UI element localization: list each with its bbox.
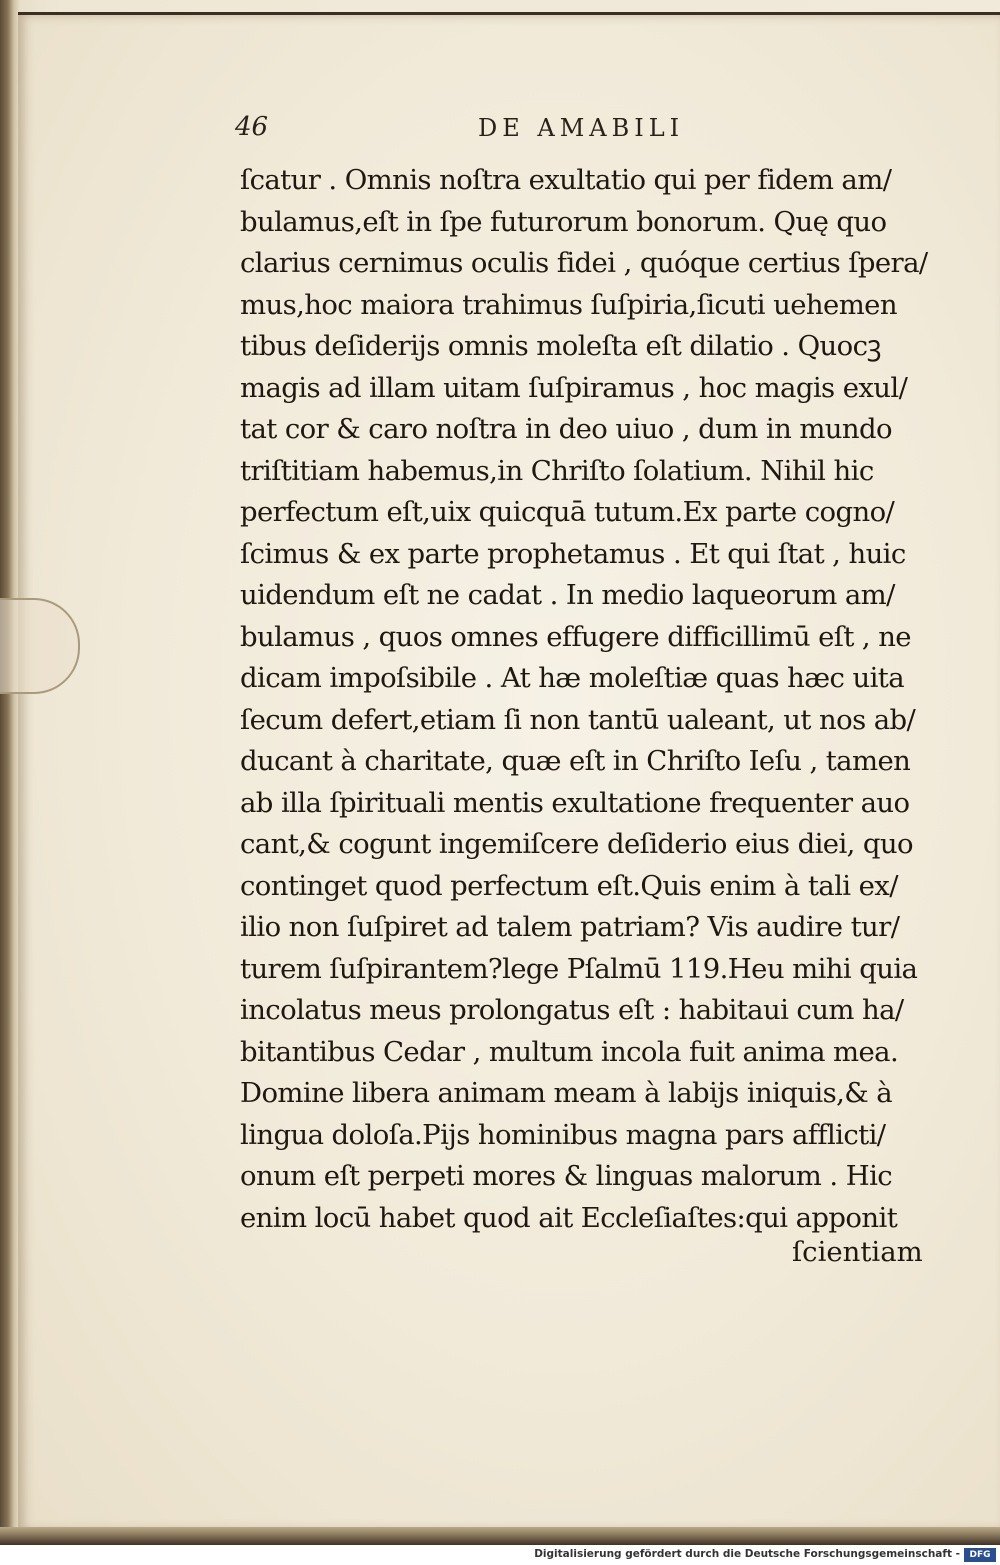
text-line: perfectum eſt,uix quicquā tutum.Ex parte cogno/ — [240, 496, 895, 528]
page-bottom-edge — [0, 1527, 1000, 1545]
text-line: lingua doloſa.Pijs hominibus magna pars afflicti/ — [240, 1118, 886, 1151]
text-line: mus,hoc maiora trahimus ſuſpiria,ſicuti uehemen — [240, 288, 897, 321]
catchword: ſcientiam — [792, 1236, 923, 1268]
text-line: magis ad illam uitam ſuſpiramus , hoc magis exul/ — [240, 371, 908, 404]
text-block — [240, 160, 940, 1239]
dfg-logo-icon: DFG — [964, 1548, 996, 1562]
text-line: ſecum defert,etiam ſi non tantū ualeant, ut nos ab/ — [240, 703, 916, 736]
text-line: continget quod perfectum eſt.Quis enim à tali ex/ — [240, 869, 898, 902]
text-line: bulamus , quos omnes effugere difficillimū eſt , ne — [240, 620, 911, 653]
text-line: dicam impoſsibile . At hæ moleſtiæ quas hæc uita — [240, 662, 905, 694]
text-line: tat cor & caro noſtra in deo uiuo , dum in mundo — [240, 413, 892, 445]
text-line: ilio non ſuſpiret ad talem patriam? Vis audire tur/ — [240, 911, 900, 943]
text-line: ab illa ſpirituali mentis exultatione frequenter auo — [240, 786, 910, 819]
text-line: Domine libera animam meam à labijs iniquis,& à — [240, 1077, 893, 1109]
text-line: enim locū habet quod ait Eccleſiaſtes:qui apponit — [240, 1201, 898, 1234]
page-number: 46 — [235, 112, 269, 142]
text-line: bitantibus Cedar , multum incola fuit anima mea. — [240, 1035, 899, 1068]
footer-bar — [0, 1545, 1000, 1565]
text-line: tibus deſiderijs omnis moleſta eſt dilatio . Quocꝫ — [240, 330, 881, 362]
text-line: ſcatur . Omnis noſtra exultatio qui per fidem am/ — [240, 164, 892, 196]
text-line: cant,& cogunt ingemiſcere deſiderio eius diei, quo — [240, 828, 913, 860]
page-header — [235, 112, 935, 148]
text-line: onum eſt perpeti mores & linguas malorum . Hic — [240, 1160, 893, 1192]
footer-credit: Digitalisierung gefördert durch die Deutsche Forschungsgemeinschaft - — [534, 1548, 960, 1560]
text-line: clarius cernimus oculis fidei , quóque certius ſpera/ — [240, 247, 928, 279]
text-line: turem ſuſpirantem?lege Pſalmū 119.Heu mihi quia — [240, 952, 918, 985]
text-line: triſtitiam habemus,in Chriſto ſolatium. Nihil hic — [240, 454, 874, 487]
text-line: incolatus meus prolongatus eſt : habitaui cum ha/ — [240, 994, 904, 1026]
running-title: DE AMABILI — [478, 114, 685, 142]
text-line: bulamus,eſt in ſpe futurorum bonorum. Quę quo — [240, 205, 887, 238]
text-line: uidendum eſt ne cadat . In medio laqueorum am/ — [240, 579, 895, 611]
text-line: ſcimus & ex parte prophetamus . Et qui ſtat , huic — [240, 537, 906, 570]
text-line: ducant à charitate, quæ eſt in Chriſto Ieſu , tamen — [240, 745, 911, 777]
